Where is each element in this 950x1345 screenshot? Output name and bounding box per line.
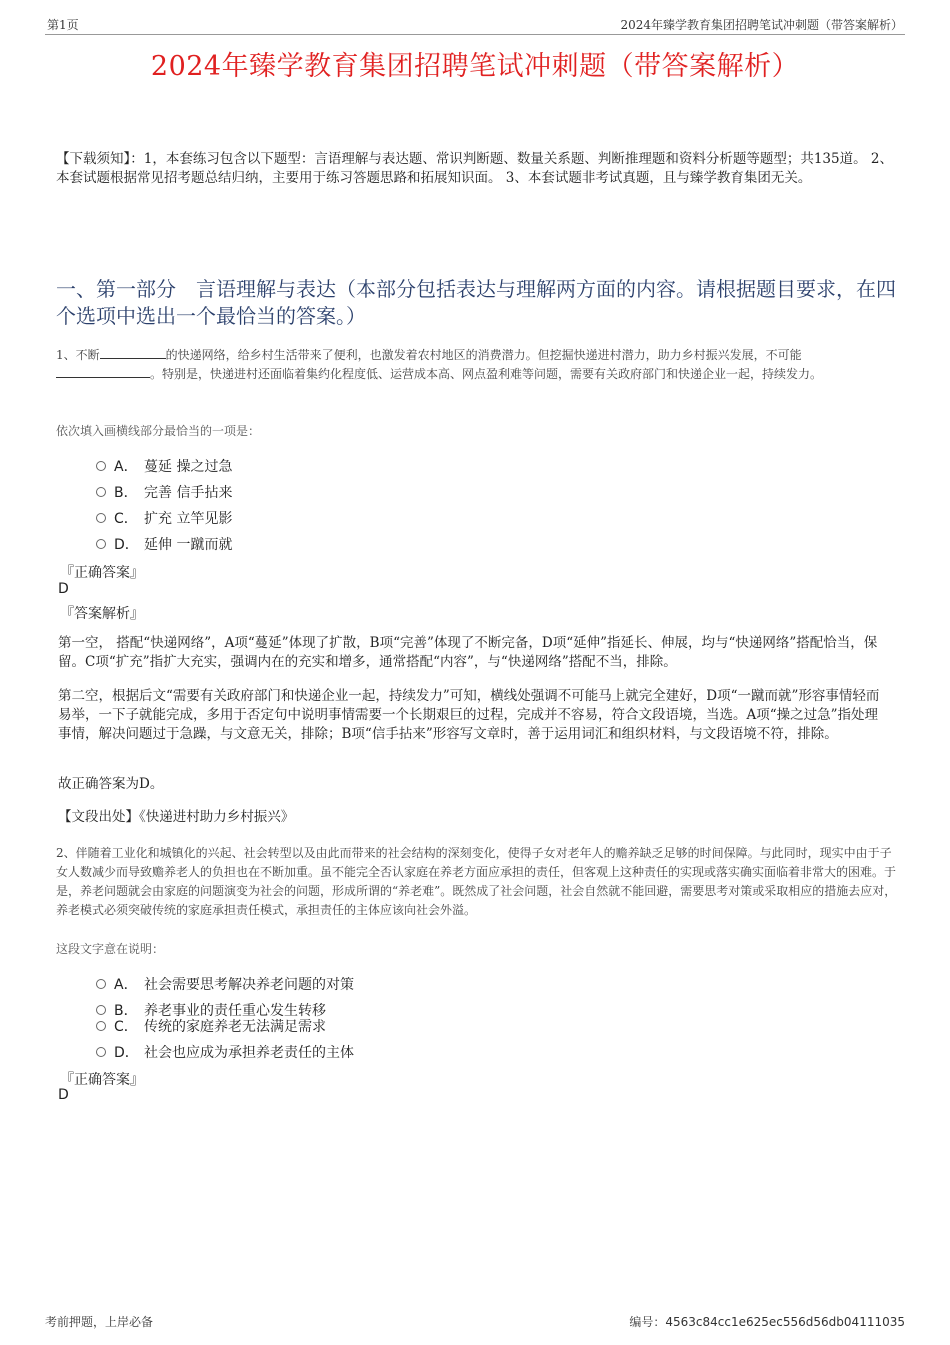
q1-answer: D [58,581,69,597]
q2-option-c[interactable]: C． 传统的家庭养老无法满足需求 [96,1016,326,1036]
q2-answer: D [58,1087,69,1103]
q1-option-c[interactable]: C． 扩充 立竿见影 [96,508,232,528]
blank-1 [100,346,166,359]
q1-source: 【文段出处】《快递进村助力乡村振兴》 [58,809,295,825]
radio-icon[interactable] [96,487,106,497]
q1-analysis-2: 第二空，根据后文“需要有关政府部门和快递企业一起，持续发力”可知，横线处强调不可能马上就完全建好，D项“一蹴而就”形容事情轻而易举，一下子就能完成，多用于否定句中说明事情需要一个长期艰巨的过程，完成并不容易，符合文段语境，当选。A项“操之过急”指处理事情，解决问题过于急躁，与文意无关，排除；B项“信手拈来”形容写文章时，善于运用词汇和组织材料，与文段语境不符，排除。 [58,688,880,742]
q2-option-d[interactable]: D． 社会也应成为承担养老责任的主体 [96,1042,354,1062]
blank-2 [56,365,150,378]
footer-doc-id: 编号：4563c84cc1e625ec556d56db04111035 [629,1315,905,1329]
radio-icon[interactable] [96,539,106,549]
question-1-text-b: 。特别是，快递进村还面临着集约化程度低、运营成本高、网点盈利难等问题，需要有关政府部门和快递企业一起，持续发力。 [150,367,823,381]
radio-icon[interactable] [96,1005,106,1015]
q2-option-b[interactable]: B． 养老事业的责任重心发生转移 [96,1000,326,1020]
q1-analysis-1: 第一空， 搭配“快递网络”，A项“蔓延”体现了扩散，B项“完善”体现了不断完备，D项“延伸”指延长、伸展，均与“快递网络”搭配恰当，保留。C项“扩充”指扩大充实，强调内在的充实和增多，通常搭配“内容”，与“快递网络”搭配不当，排除。 [58,635,878,670]
q1-analysis-label: 『答案解析』 [60,606,144,622]
page-header [45,14,905,35]
question-1-text [56,346,898,384]
page-number: 第1页 [47,18,79,32]
question-1-prompt: 依次填入画横线部分最恰当的一项是： [56,424,261,438]
q1-option-b[interactable]: B． 完善 信手拈来 [96,482,232,502]
q1-option-a[interactable]: A． 蔓延 操之过急 [96,456,232,476]
document-title: 2024年臻学教育集团招聘笔试冲刺题（带答案解析） [150,51,800,82]
radio-icon[interactable] [96,979,106,989]
q1-option-d[interactable]: D． 延伸 一蹴而就 [96,534,232,554]
question-2-text: 2、伴随着工业化和城镇化的兴起、社会转型以及由此而带来的社会结构的深刻变化，使得子女对老年人的赡养缺乏足够的时间保障。与此同时，现实中由于子女人数减少而导致赡养老人的负担也在不断加重。虽不能完全否认家庭在养老方面应承担的责任，但客观上这种责任的实现或落实确实面临着非常大的困难。于是，养老问题就会由家庭的问题演变为社会的问题，形成所谓的“养老难”。既然成了社会问题，社会自然就不能回避，需要思考对策或采取相应的措施去应对，养老模式必须突破传统的家庭承担责任模式，承担责任的主体应该向社会外溢。 [56,846,897,917]
radio-icon[interactable] [96,1021,106,1031]
radio-icon[interactable] [96,1047,106,1057]
download-notice: 【下载须知】：1，本套练习包含以下题型：言语理解与表达题、常识判断题、数量关系题、判断推理题和资料分析题等题型；共135道。 2、本套试题根据常见招考题总结归纳，主要用于练习答题思路和拓展知识面。 3、本套试题非考试真题，且与臻学教育集团无关。 [56,151,893,186]
question-1-number: 1、不断 [56,348,100,362]
q1-answer-label: 『正确答案』 [60,565,144,581]
question-1-text-a: 的快递网络，给乡村生活带来了便利，也激发着农村地区的消费潜力。但挖掘快递进村潜力，助力乡村振兴发展，不可能 [165,348,802,362]
question-2-prompt: 这段文字意在说明： [56,942,165,956]
header-doc-title: 2024年臻学教育集团招聘笔试冲刺题（带答案解析） [620,18,903,32]
section-heading: 一、第一部分 言语理解与表达（本部分包括表达与理解两方面的内容。请根据题目要求，在四个选项中选出一个最恰当的答案。） [56,277,896,328]
radio-icon[interactable] [96,513,106,523]
radio-icon[interactable] [96,461,106,471]
q2-answer-label: 『正确答案』 [60,1072,144,1088]
q1-conclusion: 故正确答案为D。 [58,776,164,792]
footer-slogan: 考前押题，上岸必备 [45,1315,154,1329]
q2-option-a[interactable]: A． 社会需要思考解决养老问题的对策 [96,974,354,994]
